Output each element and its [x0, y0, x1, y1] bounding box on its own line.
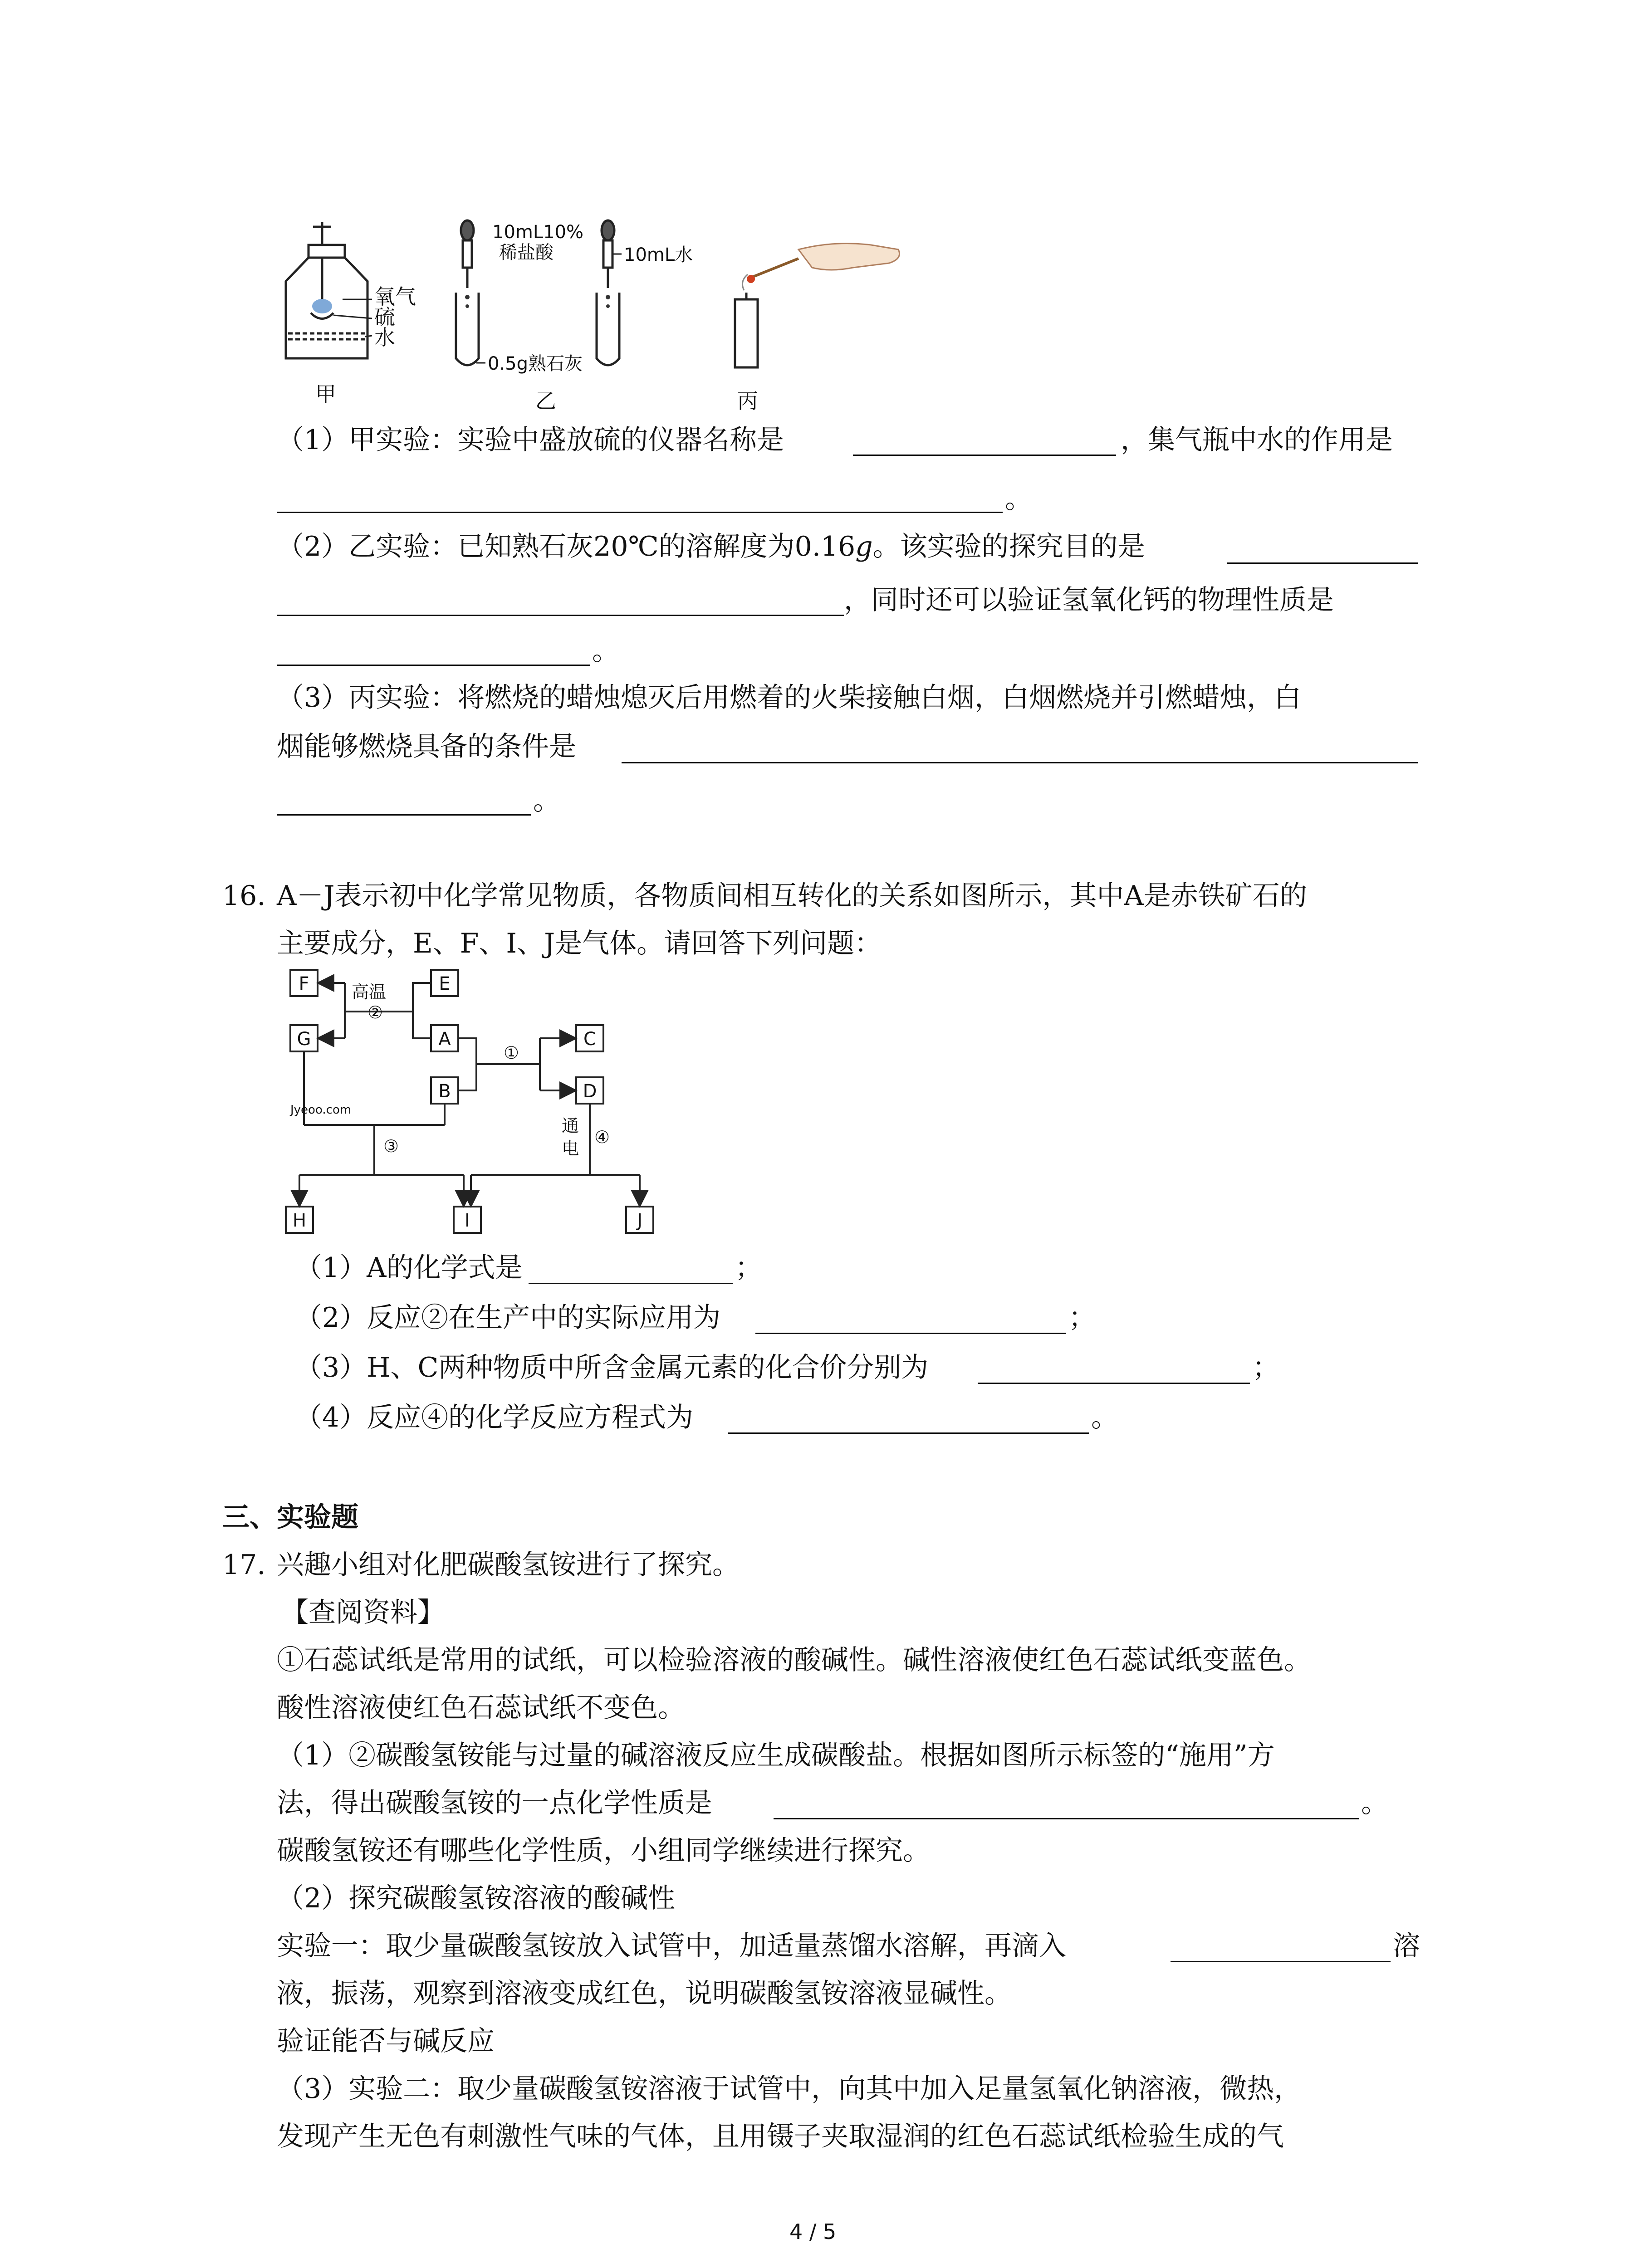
q15-part3-a: （3）丙实验：将燃烧的蜡烛熄灭后用燃着的火柴接触白烟，白烟燃烧并引燃蜡烛，白 — [277, 682, 1302, 714]
q17-part3-b: 发现产生无色有刺激性气味的气体，且用镊子夹取湿润的红色石蕊试纸检验生成的气 — [277, 2121, 1284, 2152]
q17-number: 17. — [222, 1549, 266, 1581]
q17-stem: 兴趣小组对化肥碳酸氢铵进行了探究。 — [277, 1549, 740, 1581]
q15-part3-b: 烟能够燃烧具备的条件是 — [277, 731, 576, 763]
q15-blank-4[interactable] — [277, 615, 844, 616]
marker-3: ③ — [383, 1136, 399, 1156]
q17-part1-c: 碳酸氢铵还有哪些化学性质，小组同学继续进行探究。 — [277, 1835, 930, 1867]
q16-blank-4[interactable] — [728, 1432, 1089, 1434]
marker-4: ④ — [594, 1127, 610, 1147]
q15-part1-end: 。 — [1005, 483, 1032, 515]
q16-sub3: （3）H、C两种物质中所含金属元素的化合价分别为 — [295, 1352, 929, 1383]
label-acid-line1: 10mL10% — [492, 222, 584, 243]
q15-part2-unit: g — [855, 531, 873, 562]
q16-sub1: （1）A的化学式是 — [295, 1252, 523, 1284]
q17-part2-title: （2）探究碳酸氢铵溶液的酸碱性 — [277, 1882, 676, 1914]
q17-exp1-a: 实验一：取少量碳酸氢铵放入试管中，加适量蒸馏水溶解，再滴入 — [277, 1930, 1066, 1962]
q15-part2-end: 。 — [592, 635, 619, 667]
q15-part1-b: ，集气瓶中水的作用是 — [1121, 424, 1393, 456]
label-electric-2: 电 — [562, 1139, 579, 1158]
q15-part2-a-text: （2）乙实验：已知熟石灰20℃的溶解度为0.16 — [277, 531, 856, 562]
caption-yi: 乙 — [535, 389, 556, 413]
label-water-jia: 水 — [374, 325, 395, 350]
reaction-flow-diagram — [277, 962, 685, 1252]
q15-blank-2[interactable] — [277, 512, 1003, 513]
section-title-experiment: 三、实验题 — [222, 1501, 358, 1533]
q16-sub4: （4）反应④的化学反应方程式为 — [295, 1402, 694, 1433]
label-oxygen: 氧气 — [374, 284, 416, 309]
caption-bing: 丙 — [737, 389, 758, 413]
sulfur-flame-icon — [312, 299, 332, 313]
q15-part1-a: （1）甲实验：实验中盛放硫的仪器名称是 — [277, 424, 784, 456]
q15-part2-c: ，同时还可以验证氢氧化钙的物理性质是 — [844, 584, 1334, 616]
node-J-label: J — [637, 1210, 642, 1231]
q16-sub2: （2）反应②在生产中的实际应用为 — [295, 1302, 721, 1334]
node-G-label: G — [297, 1029, 311, 1050]
q17-part1-b: 法，得出碳酸氢铵的一点化学性质是 — [277, 1787, 712, 1819]
label-high-temp: 高温 — [352, 982, 387, 1002]
q16-blank-2[interactable] — [755, 1333, 1066, 1334]
node-C-label: C — [583, 1029, 596, 1050]
gas-bottle-apparatus — [286, 222, 367, 358]
q15-part2-b-text: 。该实验的探究目的是 — [872, 531, 1145, 562]
node-B-label: B — [438, 1081, 451, 1102]
hand-match-icon — [747, 244, 900, 283]
q16-sub3-end: ； — [1252, 1352, 1279, 1383]
q16-stem-line2: 主要成分，E、F、I、J是气体。请回答下列问题： — [277, 928, 882, 959]
label-electric-1: 通 — [562, 1116, 579, 1136]
candle-icon — [735, 274, 758, 367]
q15-blank-5[interactable] — [277, 665, 590, 666]
watermark: Jyeoo.com — [290, 1103, 352, 1117]
q16-sub4-end: 。 — [1091, 1402, 1118, 1433]
q15-part3-end: 。 — [533, 785, 560, 816]
label-water-yi: 10mL水 — [624, 244, 693, 265]
q16-sub1-end: ； — [735, 1252, 762, 1284]
q16-sub2-end: ； — [1068, 1302, 1096, 1334]
q15-blank-3[interactable] — [1227, 562, 1418, 564]
q17-part1-end: 。 — [1361, 1787, 1388, 1819]
node-A-label: A — [438, 1029, 451, 1050]
node-F-label: F — [299, 973, 309, 994]
q17-blank-2[interactable] — [1171, 1961, 1391, 1962]
label-slaked-lime: 0.5g熟石灰 — [488, 353, 583, 374]
page-number: 4 / 5 — [789, 2219, 837, 2244]
q15-blank-1[interactable] — [853, 455, 1116, 456]
q17-ref-title: 【查阅资料】 — [281, 1597, 445, 1628]
q16-blank-3[interactable] — [978, 1383, 1250, 1384]
q16-blank-1[interactable] — [529, 1283, 733, 1284]
marker-2: ② — [367, 1002, 383, 1022]
q15-blank-6[interactable] — [622, 762, 1418, 763]
caption-jia: 甲 — [315, 382, 336, 406]
q17-exp1-c: 液，振荡，观察到溶液变成红色，说明碳酸氢铵溶液显碱性。 — [277, 1978, 1012, 2009]
label-acid-line2: 稀盐酸 — [499, 242, 554, 263]
node-H-label: H — [292, 1210, 307, 1231]
q17-ref-line1: ①石蕊试纸是常用的试纸，可以检验溶液的酸碱性。碱性溶液使红色石蕊试纸变蓝色。 — [277, 1644, 1311, 1676]
experiment-figure — [263, 213, 926, 422]
q17-ref-line2: 酸性溶液使红色石蕊试纸不变色。 — [277, 1692, 685, 1724]
node-D-label: D — [583, 1081, 597, 1102]
label-sulfur: 硫 — [374, 305, 395, 329]
q17-exp1-b: 溶 — [1393, 1930, 1420, 1962]
q16-number: 16. — [222, 880, 266, 912]
q16-stem-line1: A－J表示初中化学常见物质，各物质间相互转化的关系如图所示，其中A是赤铁矿石的 — [277, 880, 1307, 912]
q15-part2-a — [277, 528, 1145, 565]
q17-part1-a: （1）②碳酸氢铵能与过量的碱溶液反应生成碳酸盐。根据如图所示标签的“施用”方 — [277, 1740, 1275, 1771]
node-I-label: I — [465, 1210, 470, 1231]
q15-blank-7[interactable] — [277, 814, 531, 816]
q17-part3-a: （3）实验二：取少量碳酸氢铵溶液于试管中，向其中加入足量氢氧化钠溶液，微热， — [277, 2073, 1302, 2105]
q17-blank-1[interactable] — [774, 1818, 1359, 1819]
marker-1: ① — [504, 1043, 519, 1063]
q17-verify: 验证能否与碱反应 — [277, 2025, 495, 2057]
node-E-label: E — [439, 973, 451, 994]
